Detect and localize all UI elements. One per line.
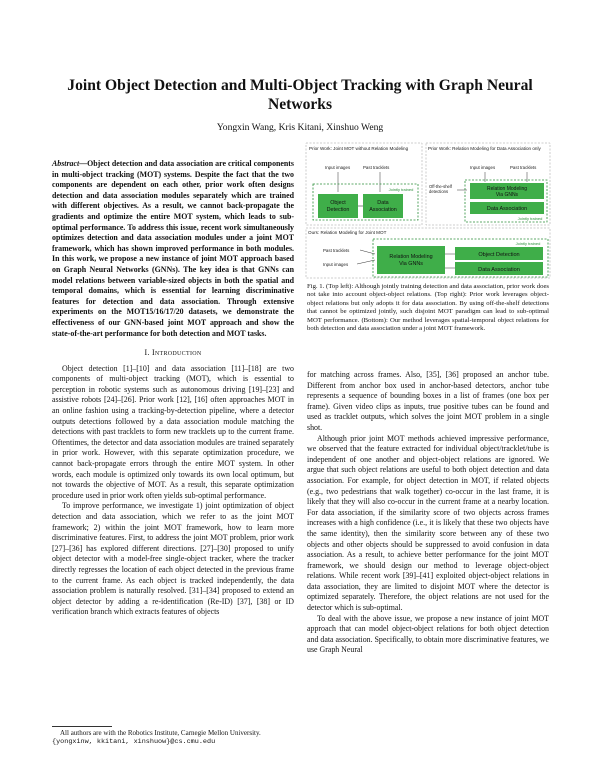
caption-text: (Top left): Although jointly training detection and data association, prior work does not take into account object-object relations. (Top right): Prior work leverages object-object relations but only adopts it for data association. By using off-the-shelf detections that cannot be optimized jointly, such disjoint MOT paradigm can lead to sub-optimal MOT performance. (Bottom): Our method leverages spatial-temporal object relations for both detection and data association under a joint MOT framework. bbox=[307, 283, 550, 333]
jointly-trained-tag: Jointly trained bbox=[517, 216, 543, 221]
authors: Yongxin Wang, Kris Kitani, Xinshuo Weng bbox=[216, 122, 384, 133]
left-column bbox=[52, 159, 294, 618]
paragraph: Although prior joint MOT methods achieved impressive performance, we observed that the feature extracted for individual object/tracklet/tube is independent of one another and object-object relations are ignored. We argue that such object relations are useful to both object detection and data association. For example, for object detection in MOT, if related objects (e.g., two pedestrians that walk together) co-occur in the last frame, it is likely that they will also co-occur in the current frame at a nearby location. For data association, if the similarity score of two objects across frames increases with a high confidence (i.e., it is likely that these two objects have the same identity), then the similarity score between any of these two objects and other objects should be suppressed to avoid confusion in data association. As a result, to achieve better performance for the joint MOT framework, we should design our method to leverage object-object relations. While recent work [39]–[41] exploited object-object relations in data association, they are limited to disjoint MOT where the detector is optimized separately. Therefore, the object relations are not used for the detector which is sub-optimal. bbox=[307, 433, 549, 613]
past-tracklets-label: Past tracklets bbox=[363, 165, 390, 170]
past-tracklets-label: Past tracklets bbox=[323, 248, 350, 253]
paragraph: To improve performance, we investigate 1) joint optimization of object detection and data association, which we refer to as the joint MOT framework; 2) within the joint MOT framework, how to learn more discriminative features. First, to address the joint MOT problem, prior work [27]–[36] has explored different directions. [27]–[30] proposed to unify object detector with a model-free single-object tracker, where the tracker directly regresses the location of each object detected in the previous frame to the current frame. As each object is tracked independently, the data association problem is naturally resolved. [31]–[34] proposed to extend an object detector by adding a re-identification (Re-ID) [37], [38] or ID verification branch which extracts features of objects bbox=[52, 501, 294, 617]
footnote bbox=[52, 729, 294, 747]
svg-text:Off-the-shelfdetections: Off-the-shelf detections bbox=[429, 184, 452, 194]
caption-label: Fig. 1. bbox=[307, 283, 325, 290]
relation-modeling-box bbox=[377, 246, 445, 274]
jointly-trained-tag: Jointly trained bbox=[515, 241, 541, 246]
input-images-label: Input images bbox=[325, 165, 351, 170]
abstract-text: —Object detection and data association are critical components in multi-object tracking (MOT) systems. Despite the fact that the two components are dependent on each other, prior work often designs detection and data association modules separately which are trained with different objectives. As a result, we cannot back-propagate the gradients and optimize the entire MOT system, which leads to sub-optimal performance. To address this issue, recent work simultaneously optimizes detection and data association modules under a joint MOT framework, which has shown improved performance in both modules. In this work, we propose a new instance of joint MOT approach based on Graph Neural Networks (GNNs). The key idea is that GNNs can model relations between variable-sized objects in both the spatial and temporal domains, which is essential for learning discriminative features for detection and data association. Through extensive experiments on the MOT15/16/17/20 datasets, we demonstrate the effectiveness of our GNN-based joint MOT approach and show the state-of-the-art performance for both detection and MOT tasks. bbox=[52, 159, 294, 338]
panel-bottom bbox=[306, 228, 550, 278]
panel-tr-title: Prior Work: Relation Modeling for Data Association only bbox=[428, 146, 541, 151]
data-association-box bbox=[363, 194, 403, 218]
panel-top-right bbox=[426, 143, 550, 225]
svg-text:ObjectDetection: Object Detection bbox=[326, 200, 350, 213]
paragraph: Object detection [1]–[10] and data association [11]–[18] are two components of multi-object tracking (MOT), which is essential to perception in robotic systems such as autonomous driving [19]–[23] and assistive robots [24]–[26]. Prior work [12], [16] often approaches MOT in an online fashion using a tracking-by-detection pipeline, where a detector outputs detections followed by a data association module matching the detections with past tracklets to form new tracklets up to the current frame. Oftentimes, the detector and data association modules are trained separately in prior work. However, with this separate optimization procedure, we cannot back-propagate errors through the entire MOT system. In other words, each module is optimized only towards its own local optimum, but not towards the objective of MOT. As a result, this separate optimization procedure used in prior work often yields sub-optimal performance. bbox=[52, 363, 294, 500]
right-column bbox=[307, 370, 549, 656]
svg-text:Relation ModelingVia GNNs: Relation Modeling Via GNNs bbox=[486, 186, 528, 198]
object-detection-box bbox=[318, 194, 358, 218]
abstract-label: Abstract bbox=[52, 159, 80, 168]
footnote-emails: {yongxinw, kkitani, xinshuow}@cs.cmu.edu bbox=[52, 738, 216, 746]
svg-text:DataAssociation: Data Association bbox=[369, 200, 397, 213]
panel-bottom-title: Ours: Relation Modeling for Joint MOT bbox=[308, 230, 387, 235]
footnote-rule bbox=[52, 726, 112, 727]
abstract bbox=[52, 159, 294, 339]
paper-title: Joint Object Detection and Multi-Object Tracking with Graph Neural Networks bbox=[67, 77, 533, 113]
input-images-label: Input images bbox=[323, 262, 349, 267]
svg-text:Relation ModelingVia GNNs: Relation Modeling Via GNNs bbox=[389, 254, 433, 267]
svg-text:Object Detection: Object Detection bbox=[478, 252, 520, 258]
past-tracklets-label: Past tracklets bbox=[510, 165, 537, 170]
panel-tl-title: Prior Work: Joint MOT without Relation Modeling bbox=[309, 146, 409, 151]
footnote-affiliation: All authors are with the Robotics Institute, Carnegie Mellon University. bbox=[60, 729, 261, 737]
figure-1 bbox=[305, 142, 551, 280]
figure-caption bbox=[307, 283, 549, 333]
section-heading: I. Introduction bbox=[144, 348, 202, 358]
input-images-label: Input images bbox=[470, 165, 496, 170]
panel-top-left bbox=[306, 143, 422, 225]
jointly-trained-tag: Jointly trained bbox=[388, 187, 414, 192]
svg-text:Data Association: Data Association bbox=[478, 267, 520, 273]
svg-text:Data Association: Data Association bbox=[486, 206, 528, 212]
paragraph: for matching across frames. Also, [35], [36] proposed an anchor tube. Different from anchor box used in anchor-based detectors, anchor tube represents a sequence of bounding boxes in a list of frames (one box per frame). Given video clips as inputs, true positive tubes can be found and used as tracklet outputs, which solves the joint MOT problem in a single shot. bbox=[307, 370, 549, 432]
paragraph: To deal with the above issue, we propose a new instance of joint MOT approach that can model object-object relations for both object detection and data association. Specifically, to obtain more discriminative features, we use Graph Neural bbox=[307, 613, 549, 655]
